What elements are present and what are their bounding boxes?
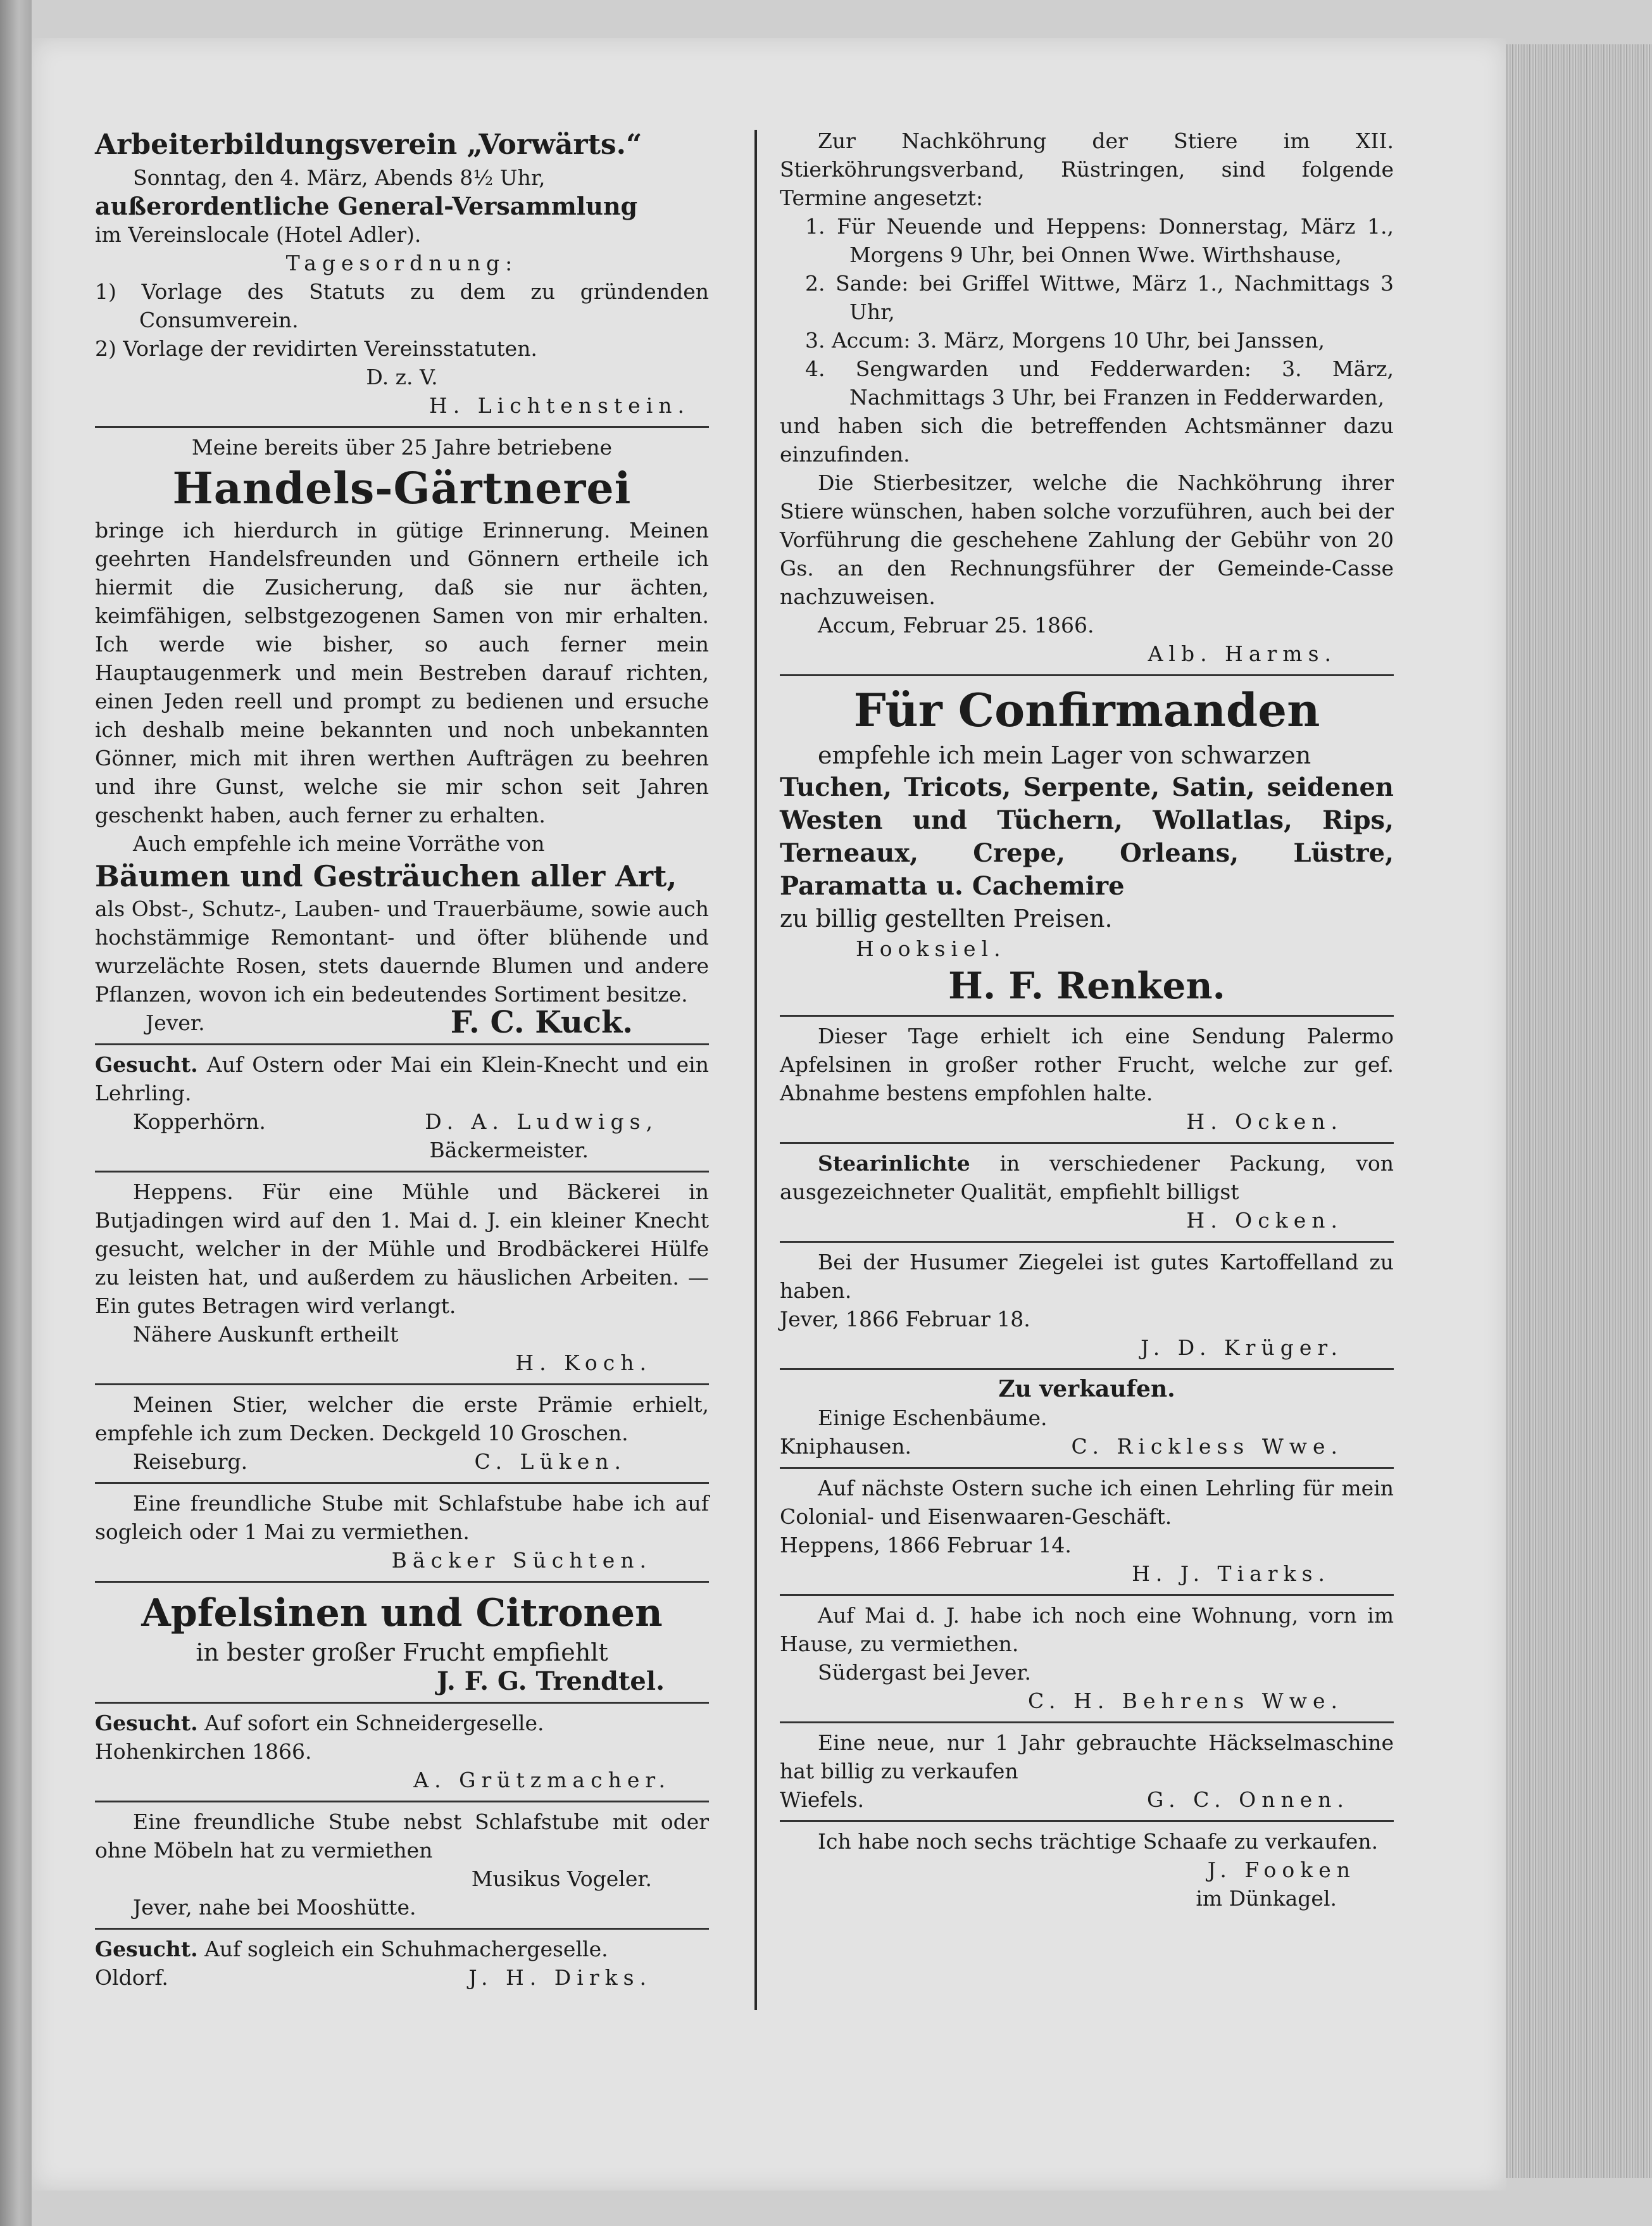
ad-line: im Vereinslocale (Hotel Adler).	[95, 222, 422, 247]
ad-body: Bei der Husumer Ziegelei ist gutes Kartoffelland zu haben.	[780, 1250, 1394, 1303]
ad-body: und haben sich die betreffenden Achtsmänner dazu einzufinden.	[780, 413, 1394, 467]
signature: H. Koch.	[515, 1350, 652, 1375]
signature: C. Rickless Wwe.	[1071, 1434, 1343, 1459]
signature: H. Lichtenstein.	[429, 393, 690, 418]
ad-body: Einige Eschenbäume.	[818, 1405, 1048, 1430]
column-divider	[754, 130, 757, 2010]
ad-body: Auf nächste Ostern suche ich einen Lehrling für mein Colonial- und Eisenwaaren-Geschäft.	[780, 1476, 1394, 1529]
ad-line: Sonntag, den 4. März, Abends 8½ Uhr,	[133, 165, 546, 190]
goods-text: Tuchen, Tricots, Serpente, Satin, seidenen Westen und Tüchern, Wollatlas, Rips, Terneaux, Crepe, Orleans, Lüstre, Paramatta u. Cachemire	[780, 772, 1394, 901]
signature-row	[95, 1107, 709, 1136]
left-column	[95, 127, 709, 1992]
ad-gesucht-schuhmacher	[95, 1928, 709, 1992]
ad-body: zu billig gestellten Preisen.	[780, 905, 1113, 933]
signature: Alb. Harms.	[1148, 641, 1337, 666]
ad-body: Auf Ostern oder Mai ein Klein-Knecht und ein Lehrling.	[95, 1052, 709, 1105]
ad-body: bringe ich hierdurch in gütige Erinnerung. Meinen geehrten Handelsfreunden und Gönnern ertheile ich hiermit die Zusicherung, daß sie nur ächten, keimfähigen, selbstgezogenen Samen von mir erhalten. Ich werde wie bisher, so auch ferner mein Hauptaugenmerk und mein Bestreben darauf richten, einen Jeden reell und prompt zu bedienen und ersuche ich deshalb meine bekannten und noch unbekannten Gönner, mich mit ihren werthen Aufträgen zu beehren und ihre Gunst, welche sie mir schon seit Jahren geschenkt haben, auch ferner zu erhalten.	[95, 518, 709, 827]
place: Südergast bei Jever.	[818, 1660, 1032, 1685]
ad-label: Stearinlichte	[818, 1151, 970, 1176]
signature: J. D. Krüger.	[1141, 1335, 1343, 1360]
date: Heppens, 1866 Februar 14.	[780, 1533, 1072, 1557]
ad-label: Gesucht.	[95, 1052, 198, 1077]
place: Oldorf.	[95, 1965, 168, 1990]
termin-item: 2. Sande: bei Griffel Wittwe, März 1., Nachmittags 3 Uhr,	[805, 271, 1394, 324]
ad-stier	[95, 1383, 709, 1476]
ad-body: Dieser Tage erhielt ich eine Sendung Palermo Apfelsinen in großer rother Frucht, welche zur gef. Abnahme bestens empfohlen halte.	[780, 1024, 1394, 1105]
termin-item: 4. Sengwarden und Fedderwarden: 3. März, Nachmittags 3 Uhr, bei Franzen in Fedderwarden,	[805, 356, 1394, 410]
ad-body: in bester großer Frucht empfiehlt	[196, 1638, 608, 1666]
ad-stierkoehrung	[780, 127, 1394, 668]
signature: F. C. Kuck.	[450, 1005, 633, 1040]
date: Accum, Februar 25. 1866.	[818, 613, 1094, 638]
ad-lehrling	[780, 1467, 1394, 1588]
ad-stearinlichte	[780, 1142, 1394, 1235]
right-column	[780, 127, 1394, 1913]
ad-body: Die Stierbesitzer, welche die Nachköhrung ihrer Stiere wünschen, haben solche vorzuführen, auch bei der Vorführung die geschehene Zahlung der Gebühr von 20 Gs. an den Rechnungsführer der Gemeinde-Casse nachzuweisen.	[780, 470, 1394, 609]
ad-heppens-muehle	[95, 1171, 709, 1377]
signature: D. z. V.	[366, 365, 438, 389]
place: Hohenkirchen 1866.	[95, 1739, 312, 1764]
ad-headline: Apfelsinen und Citronen	[141, 1591, 663, 1635]
ad-intro: Meine bereits über 25 Jahre betriebene	[191, 435, 613, 460]
ad-confirmanden	[780, 674, 1394, 1009]
ad-title: Zu verkaufen.	[998, 1376, 1175, 1402]
goods-list	[780, 771, 1394, 903]
agenda-list	[95, 277, 709, 363]
signature: C. Lüken.	[474, 1449, 627, 1474]
signature: J. F. G. Trendtel.	[437, 1666, 665, 1696]
signature: A. Grützmacher.	[413, 1768, 671, 1792]
termin-item: 1. Für Neuende und Heppens: Donnerstag, März 1., Morgens 9 Uhr, bei Onnen Wwe. Wirthshause,	[805, 214, 1394, 267]
ad-wohnung	[780, 1594, 1394, 1715]
ad-body: Heppens. Für eine Mühle und Bäckerei in Butjadingen wird auf den 1. Mai d. J. ein kleiner Knecht gesucht, welcher in der Mühle und Brodbäckerei Hülfe zu leisten hat, und außerdem zu häuslichen Arbeiten. — Ein gutes Betragen wird verlangt.	[95, 1179, 709, 1318]
ad-stube	[95, 1482, 709, 1575]
signature: Bäcker Süchten.	[391, 1548, 652, 1573]
signature: Bäckermeister.	[429, 1138, 589, 1162]
ad-body: Zur Nachköhrung der Stiere im XII. Stierköhrungsverband, Rüstringen, sind folgende Termine angesetzt:	[780, 129, 1394, 210]
ad-body: in verschiedener Packung, von ausgezeichneter Qualität, empfiehlt billigst	[780, 1151, 1394, 1204]
agenda-item: 1) Vorlage des Statuts zu dem zu gründenden Consumverein.	[95, 279, 709, 332]
ad-zu-verkaufen	[780, 1368, 1394, 1461]
agenda-item: 2) Vorlage der revidirten Vereinsstatuten.	[95, 336, 537, 361]
signature: H. J. Tiarks.	[1132, 1561, 1330, 1586]
ad-body: Eine neue, nur 1 Jahr gebrauchte Häckselmaschine hat billig zu verkaufen	[780, 1730, 1394, 1783]
ad-body: Auf sofort ein Schneidergeselle.	[204, 1711, 544, 1735]
ad-body: als Obst-, Schutz-, Lauben- und Trauerbäume, sowie auch hochstämmige Remontant- und öfter blühende und wurzelächte Rosen, stets dauernde Blumen und andere Pflanzen, wovon ich ein bedeutendes Sortiment besitze.	[95, 896, 709, 1007]
place: Jever.	[146, 1010, 205, 1035]
signature: D. A. Ludwigs,	[425, 1109, 658, 1134]
ad-headline: Handels-Gärtnerei	[172, 463, 632, 514]
signature-row	[780, 1432, 1394, 1461]
ad-stube-moebel	[95, 1801, 709, 1921]
signature: im Dünkagel.	[1196, 1886, 1337, 1911]
ad-body: empfehle ich mein Lager von schwarzen	[818, 741, 1311, 769]
signature: C. H. Behrens Wwe.	[1027, 1688, 1343, 1713]
ad-schaafe	[780, 1820, 1394, 1913]
ad-headline: Für Confirmanden	[853, 683, 1320, 737]
signature: Musikus Vogeler.	[471, 1866, 652, 1891]
signature-row	[95, 1005, 709, 1040]
book-spine-edge	[1506, 44, 1652, 2178]
signature-row	[95, 1447, 709, 1476]
signature: H. Ocken.	[1186, 1208, 1343, 1233]
ad-gesucht-schneider	[95, 1702, 709, 1794]
place: Reiseburg.	[133, 1449, 248, 1474]
signature: H. F. Renken.	[948, 964, 1225, 1007]
ad-ziegelei	[780, 1241, 1394, 1362]
signature-row	[95, 1963, 709, 1992]
ad-body: Ich habe noch sechs trächtige Schaafe zu verkaufen.	[818, 1829, 1379, 1854]
ad-body: Auf Mai d. J. habe ich noch eine Wohnung, vorn im Hause, zu vermiethen.	[780, 1603, 1394, 1656]
ad-body: Nähere Auskunft ertheilt	[133, 1322, 399, 1347]
place: Hooksiel.	[856, 936, 1006, 961]
place: Kniphausen.	[780, 1434, 911, 1459]
ad-arbeiterbildungsverein	[95, 127, 709, 420]
ad-label: Gesucht.	[95, 1711, 198, 1735]
place: Kopperhörn.	[133, 1109, 266, 1134]
ad-palermo-apfelsinen	[780, 1015, 1394, 1136]
ad-body: Auch empfehle ich meine Vorräthe von	[133, 831, 545, 856]
signature: G. C. Onnen.	[1146, 1787, 1349, 1812]
ad-label: Gesucht.	[95, 1937, 198, 1961]
ad-subheadline: Bäumen und Gesträuchen aller Art,	[95, 859, 677, 893]
ad-body: Eine freundliche Stube nebst Schlafstube mit oder ohne Möbeln hat zu vermiethen	[95, 1809, 709, 1863]
termine-list	[780, 212, 1394, 412]
ad-body: Eine freundliche Stube mit Schlafstube habe ich auf sogleich oder 1 Mai zu vermiethen.	[95, 1491, 709, 1544]
ad-title: Arbeiterbildungsverein „Vorwärts.“	[95, 129, 642, 161]
ad-handels-gaertnerei	[95, 426, 709, 1040]
place: Jever, nahe bei Mooshütte.	[133, 1895, 416, 1920]
agenda-title: Tagesordnung:	[285, 251, 518, 275]
signature: J. Fooken	[1207, 1858, 1356, 1882]
signature: H. Ocken.	[1186, 1109, 1343, 1134]
place: Wiefels.	[780, 1787, 865, 1812]
signature: J. H. Dirks.	[468, 1965, 652, 1990]
ad-body: Meinen Stier, welcher die erste Prämie erhielt, empfehle ich zum Decken. Deckgeld 10 Groschen.	[95, 1392, 709, 1445]
ad-body: Auf sogleich ein Schuhmachergeselle.	[204, 1937, 608, 1961]
ad-haeckselmaschine	[780, 1721, 1394, 1814]
ad-line-bold: außerordentliche General-Versammlung	[95, 192, 638, 220]
ad-apfelsinen-citronen	[95, 1581, 709, 1695]
signature-row	[780, 1785, 1394, 1814]
left-page-edge	[0, 0, 32, 2226]
date: Jever, 1866 Februar 18.	[780, 1307, 1030, 1331]
termin-item: 3. Accum: 3. März, Morgens 10 Uhr, bei Janssen,	[805, 328, 1325, 353]
ad-gesucht-knecht	[95, 1043, 709, 1164]
